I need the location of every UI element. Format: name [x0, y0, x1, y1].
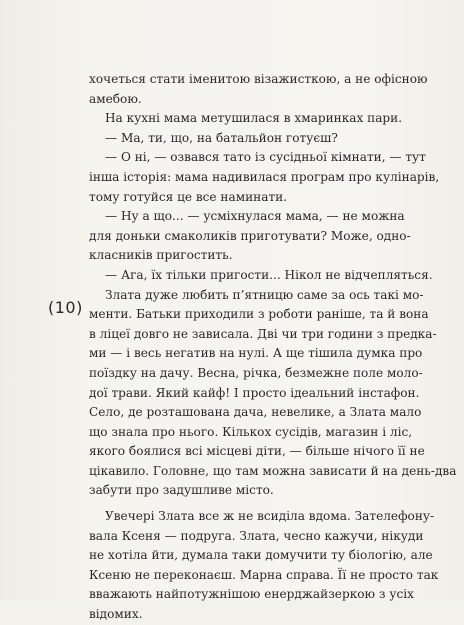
- paragraph: [89, 266, 433, 286]
- text-line: Злата дуже любить п’ятницю саме за ось такі мо-: [105, 287, 424, 302]
- handwritten-margin-note: (10): [48, 298, 83, 317]
- text-line: інша історія: мама надивилася програм про кулінарів,: [89, 169, 440, 184]
- text-line: хочеться стати іменитою візажисткою, а не офісною: [89, 72, 428, 86]
- text-line: — Ну а що... — усміхнулася мама, — не можна: [105, 209, 405, 224]
- paragraph: [89, 207, 411, 266]
- text-line: цікавило. Головне, що там можна зависати й на день-два: [89, 463, 457, 478]
- text-line: що знала про нього. Кількох сусідів, магазин і ліс,: [89, 424, 413, 439]
- text-line: ми — і весь негатив на нулі. А ще тішила думка про: [89, 346, 423, 361]
- text-line: — О ні, — озвався тато із сусідньої кімнати, — тут: [105, 150, 426, 165]
- paragraph: [89, 129, 375, 149]
- text-line: тому готуйся це все наминати.: [89, 189, 288, 204]
- paragraph: [89, 70, 428, 109]
- paragraph: [89, 109, 403, 129]
- page-body-text: [89, 70, 457, 625]
- text-line: якого боялися всі місцеві діти, — більше нічого її не: [89, 444, 425, 459]
- text-line: вала Ксеня — подруга. Злата, чесно кажучи, нікуди: [89, 528, 424, 543]
- text-line: класників пригостить.: [89, 248, 233, 263]
- text-line: — Ага, їх тільки пригости... Нікол не відчепляться.: [105, 267, 433, 282]
- text-line: На кухні мама метушилася в хмаринках пари.: [105, 111, 403, 126]
- paragraph: [89, 286, 457, 502]
- text-line: для доньки смаколиків приготувати? Може, одно-: [89, 228, 411, 243]
- text-line: Ксеню не переконаєш. Марна справа. Її не просто так: [89, 567, 439, 582]
- text-line: в ліцеї довго не зависала. Дві чи три години з предка-: [89, 326, 437, 341]
- text-line: Увечері Злата все ж не всиділа вдома. Зателефону-: [105, 509, 435, 524]
- text-line: Село, де розташована дача, невелике, а Злата мало: [89, 405, 422, 420]
- text-line: поїздку на дачу. Весна, річка, безмежне поле моло-: [89, 365, 423, 380]
- text-line: вважають найпотужнішою енерджайзеркою з усіх: [89, 587, 414, 602]
- text-line: відомих.: [89, 607, 143, 622]
- text-line: забути про задушливе місто.: [89, 483, 274, 498]
- text-line: дої трави. Який кайф! І просто ідеальний інстафон.: [89, 385, 420, 400]
- paragraph: [89, 148, 440, 207]
- text-line: не хотіла йти, думала таки домучити ту біологію, але: [89, 548, 433, 563]
- paragraph: [89, 507, 439, 625]
- text-line: — Ма, ти, що, на батальйон готуєш?: [105, 130, 338, 145]
- text-line: амебою.: [89, 91, 142, 106]
- text-line: менти. Батьки приходили з роботи раніше, та й вона: [89, 307, 429, 322]
